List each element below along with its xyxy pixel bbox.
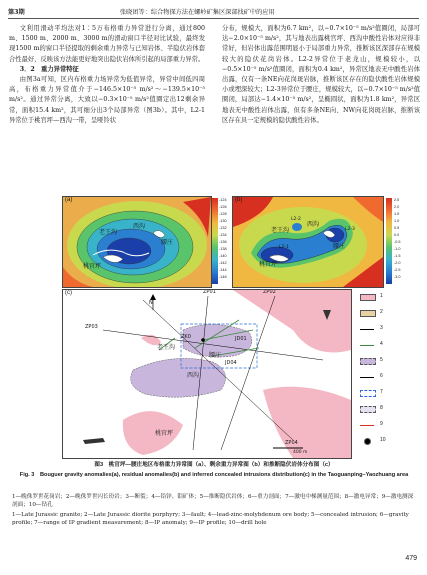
fault-label: JD01 [235, 336, 247, 342]
anomaly-label: L2-1 [279, 245, 289, 250]
profile-label: ZP01 [203, 289, 216, 295]
figure-panel-b [232, 196, 384, 288]
profile-label: ZP04 [285, 440, 298, 446]
panel-label: (c) [65, 290, 72, 296]
colorbar-b [386, 198, 392, 284]
drill-hole-label: ZK0 [181, 334, 191, 340]
place-label: 腰庄 [209, 352, 222, 359]
figure-panel-c [62, 289, 352, 459]
north-arrow-label: N [149, 300, 153, 306]
legend-swatch-orebody [360, 345, 374, 346]
place-label: 西沟 [133, 223, 146, 230]
legend-swatch-ip-range [360, 390, 376, 397]
anomaly-label: L2-3 [345, 227, 355, 232]
scale-bar-label: 400 m [293, 450, 308, 455]
figure-caption-cn: 图3 桃官坪—腰庄地区布格重力异常图（a）、剩余重力异常图（b）和推断隐伏岩体分布图（c） [94, 462, 334, 468]
legend-swatch-ip-profile [360, 425, 374, 426]
inferred-intrusions-map [63, 290, 351, 458]
place-label: 桃官坪 [83, 263, 102, 270]
legend-swatch-gravity-profile [360, 377, 374, 378]
legend-swatch-drill-hole [364, 438, 371, 445]
legend-swatch-diorite [360, 310, 376, 317]
place-label: 西沟 [187, 372, 200, 379]
place-label: 老王沟 [271, 227, 290, 234]
legend-swatch-granite [360, 294, 376, 301]
paragraph: 分布，规模大，面积为6.7 km²，以−0.7×10⁻⁵ m/s²值圈闭，局部可达−2.0×10⁻⁵ m/s²，其与地表出露桃官坪、西沟中酸性岩体对应得非常好，但岩体出露范围明显小于局部重力异常，推断该区深部存在规模较大的隐伏花岗岩体。L2-2异常位于老龙山，规模较小，以−0.5×10⁻⁵ m/s²值圈闭，面积为0.4 km²，异常区地表无中酸性岩体出露，仅有一条NE向花岗斑岩脉，推断该区存在的隐伏酸性岩体规模小或埋深较大；L2-3异常位于腰庄，规模较大，以−0.7×10⁻⁵ m/s²值圈闭，局部达−1.4×10⁻⁵ m/s²，呈椭圆状，面积为1.8 km²，异常区地表无中酸性岩体出露，但有多条NE向、NW向花岗斑岩脉，推断该区存在具一定规模的隐伏酸性岩体。 [222, 25, 420, 124]
bouguer-gravity-map [63, 197, 211, 287]
section-heading: 3．2 重力异常特征 [19, 65, 79, 73]
place-label: 桃官坪 [259, 261, 278, 268]
running-header [8, 6, 419, 19]
panel-label: (b) [235, 197, 243, 203]
running-title: 张晓团等：综合物探方法在螺岭矿集区深部找矿中的应用 [120, 9, 275, 16]
paragraph: 由图3a可知，区内布格重力场异常为低值异常，异常中间低四周高，布格重力异常值介于−146.5×10⁻⁵ m/s²～−139.5×10⁻⁵ m/s²。通过异常分离，大致以−0.3×10⁻⁵ m/s²值圈定出12剩余异常，面积15.4 km²，其可细分出3个局部异常（图3b）。其中，L2-1异常位于桃官坪—西沟一带，呈哑铃状 [9, 76, 205, 124]
figure-caption-en: Fig. 3 Bouguer gravity anomalies(a), residual anomalies(b) and inferred concealed intrusions distribution(c) in the Taoguanping–Yaozhuang area [19, 472, 409, 478]
left-column [9, 24, 205, 126]
place-label: 老王沟 [99, 229, 118, 236]
panel-label: (a) [65, 197, 73, 203]
place-label: 腰庄 [161, 239, 174, 246]
figure-panel-a [62, 196, 212, 288]
legend-swatch-ip-anomaly [360, 406, 376, 413]
legend-swatch-intrusion [360, 358, 376, 365]
legend-swatch-fault [360, 329, 374, 330]
residual-gravity-map [233, 197, 383, 287]
paragraph: 文利用滑动平均法对1∶5万布格重力异常进行分离，通过800 m、1500 m、2000 m、3000 m的滑动窗口半径对比试验，最终发现1500 m的窗口半径提取的剩余重力异常与已知岩体、半隐伏岩体套合性最好，反映该方法能更好地突出隐伏岩体所引起的局部重力异常。 [9, 25, 205, 63]
page-number: 479 [405, 555, 417, 562]
place-label: 老王沟 [157, 344, 176, 351]
place-label: 桃官坪 [155, 430, 174, 437]
figure-legend-en: 1—Late Jurassic granite; 2—Late Jurassic diorite porphyry; 3—fault; 4—lead-zinc-molybdenum ore body; 5—concealed intrusion; 6—gravity profile; 7—range of IP gradient measurement; 8—IP anomaly; 9—IP profile; 10—drill hole [12, 512, 409, 526]
fault-label: JD04 [225, 360, 237, 366]
place-label: 腰庄 [333, 243, 346, 250]
profile-label: ZP02 [263, 289, 276, 295]
issue-number: 第3期 [8, 9, 25, 16]
colorbar-a [212, 198, 218, 284]
figure-legend-cn: 1—晚侏罗世花岗岩；2—晚侏罗世闪长玢岩；3—断裂；4—铅锌、钼矿体；5—推断隐伏岩体；6—重力剖面；7—激电中梯测量范围；8—激电异常；9—激电测深剖面；10—钻孔 [12, 494, 414, 508]
place-label: 西沟 [307, 221, 320, 228]
profile-label: ZP03 [85, 324, 98, 330]
anomaly-label: L2-2 [291, 217, 301, 222]
right-column [222, 24, 420, 126]
